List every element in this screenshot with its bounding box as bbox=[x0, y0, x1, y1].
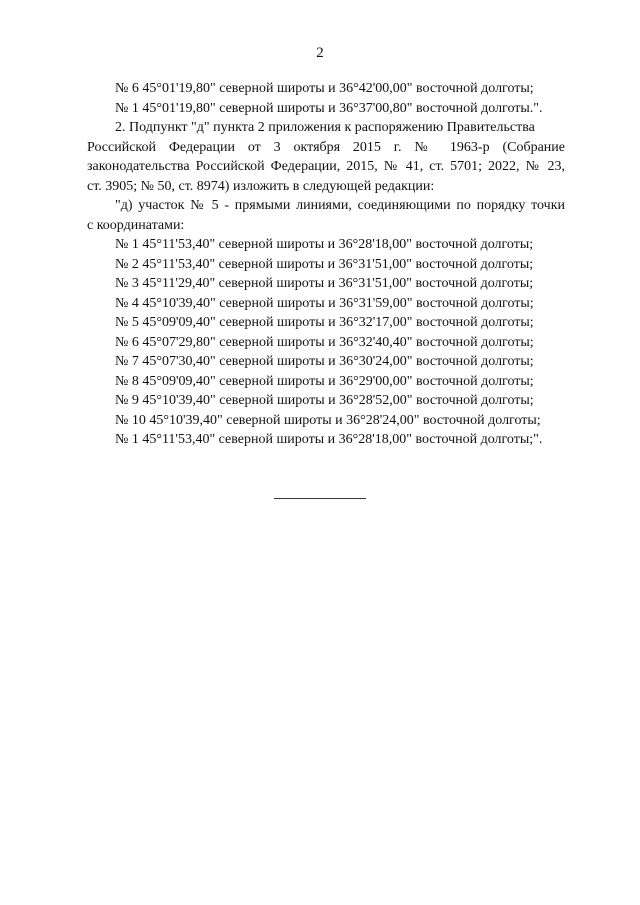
paragraph-line: законодательства Российской Федерации, 2015, № 41, ст. 5701; 2022, № 23, bbox=[87, 159, 565, 174]
coordinate-line: № 6 45°01'19,80" северной широты и 36°42'00,00" восточной долготы; bbox=[115, 81, 534, 96]
coordinate-line: № 2 45°11'53,40" северной широты и 36°31'51,00" восточной долготы; bbox=[115, 256, 534, 272]
document-body bbox=[87, 79, 565, 450]
coordinate-line: № 1 45°11'53,40" северной широты и 36°28'18,00" восточной долготы;". bbox=[115, 432, 543, 447]
separator-line bbox=[274, 498, 366, 499]
coordinate-line: № 8 45°09'09,40" северной широты и 36°29'00,00" восточной долготы; bbox=[115, 373, 534, 389]
coordinate-line: № 9 45°10'39,40" северной широты и 36°28'52,00" восточной долготы; bbox=[115, 393, 534, 408]
coordinate-line: № 3 45°11'29,40" северной широты и 36°31'51,00" восточной долготы; bbox=[115, 276, 534, 291]
page-number: 2 bbox=[316, 45, 324, 61]
coordinate-line: № 6 45°07'29,80" северной широты и 36°32'40,40" восточной долготы; bbox=[115, 334, 534, 350]
coordinate-line: № 1 45°01'19,80" северной широты и 36°37'00,80" восточной долготы.". bbox=[115, 100, 543, 116]
paragraph-line: Российской Федерации от 3 октября 2015 г. № 1963-р (Собрание bbox=[87, 139, 565, 155]
coordinate-line: № 4 45°10'39,40" северной широты и 36°31'59,00" восточной долготы; bbox=[115, 295, 534, 311]
coordinate-line: № 7 45°07'30,40" северной широты и 36°30'24,00" восточной долготы; bbox=[115, 354, 534, 369]
paragraph-line: 2. Подпункт "д" пункта 2 приложения к распоряжению Правительства bbox=[115, 120, 535, 135]
paragraph-line: с координатами: bbox=[87, 217, 185, 233]
coordinate-line: № 5 45°09'09,40" северной широты и 36°32'17,00" восточной долготы; bbox=[115, 315, 534, 330]
paragraph-line: "д) участок № 5 - прямыми линиями, соединяющими по порядку точки bbox=[115, 198, 565, 213]
paragraph-line: ст. 3905; № 50, ст. 8974) изложить в следующей редакции: bbox=[87, 178, 435, 194]
coordinate-line: № 1 45°11'53,40" северной широты и 36°28'18,00" восточной долготы; bbox=[115, 237, 534, 252]
coordinate-line: № 10 45°10'39,40" северной широты и 36°28'24,00" восточной долготы; bbox=[115, 412, 541, 428]
